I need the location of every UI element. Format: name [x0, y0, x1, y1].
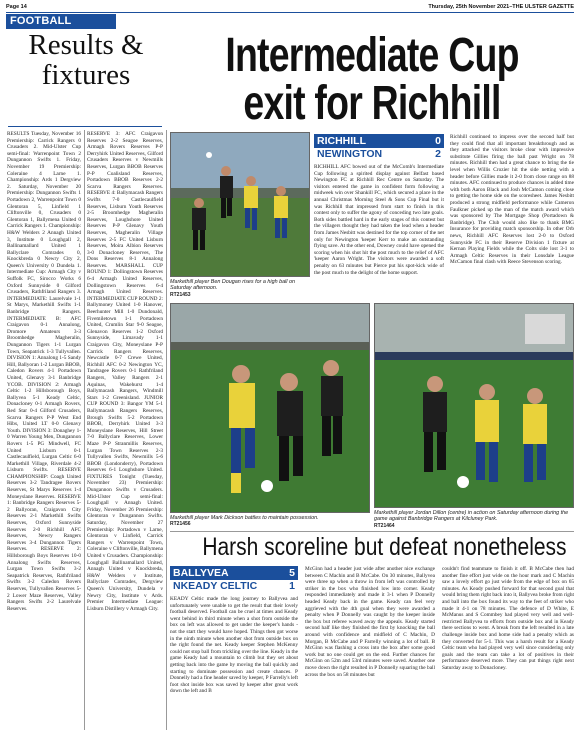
results-rule [8, 126, 162, 127]
photo-caption-3-ref: RT21464 [374, 522, 395, 529]
main-story-column-1: RICHHILL AFC bowed out of the McComb's Intermediate Cup following a spirited display against Belfast based Newington FC at Richhill Rec Centre on Saturday. The visitors entered the game in confident form following a midweek win over Shankill FC, which secured a place in the annual Christmas Morning Steel & Sons Cup Final but it was Richhill that impressed from start to finish in this contest only to suffer the agony of conceding two late goals. Both sides battled hard in the early stages of this contest but the villagers thought they had taken the lead when a header from James Nesbitt was destined for the top corner of the net only for Newington 'keeper Kerr to make an outstanding flying save. At the other end, Downey could have opened the scoring when his shot hit the post much to the relief of AFC 'keeper Aaron Wright. The visitors were awarded a soft penalty on 63 minutes but Pierce put his spot-kick wide of the post much to the delight of the home support. [314, 164, 444, 276]
main-story-column-2: Richhill continued to impress over the second half but they could find that all important breakthrough and as they attacked the visitors broke clear with impressive substitute Gillies firing the ball past Wright on 78 minutes. Richhill then had a great chance to bring the tie level when Willis Crozier hit the side netting with a header before Gillies made it 2-0 from close range on 88 minutes. AFC continued to produce chances in added time with both Aaron Black and Josh McCamon coming close to getting the home side on the scoresheet. James Nesbitt produced a strong midfield performance while Cameron Faulkner picked up the man of the match award which was sponsored by The Mortgage Shop (Portadown & Banbridge). The Club would also like to thank BMG Insurance for providing match sponsorship. In other Orb news, Richhill AFC Reserves lost 2-0 to Oxford Sunnyside FC in their Reserve Division 1 fixture at Kernan Playing Fields while the Colts side lost 3-1 to Armagh Celtic Reserves in their Lonsdale League McCamon final clash with Reece Stevenson scoring. [450, 134, 574, 266]
results-heading-line2: fixtures [41, 59, 131, 91]
photo-caption-3-text: Markethill player Jordan Dillon (centre) in action on Saturday afternoon during the game against Banbridge Rangers at Kilcluney Park. [374, 510, 569, 523]
score-row-home [314, 135, 444, 148]
results-heading-line1: Results & [28, 29, 144, 61]
score-row-home [170, 567, 298, 580]
second-story-column-3: couldn't find teammate to finish it off. B McCabe then had another fine effort just wide on the hour mark and C Machin saw a lovely effort go just wide from the edge of box on 65 minutes. As Keady pushed forward for that second goal that would bring them right back into it, Ballyvea broke from right and ball into the box found its way to the feet of striker who made it 4-1 on 78 minutes. The defence of D White, E McManus and S Commbey had played very well and well-restricted Ballyvea to efforts from outside box and in Keady there sections to went. A break from the left resulted in a late challenge inside box and home side had a penalty which as they converted for 5-1. This was a harsh result for a Keady Celtic team who had played very well since considering only goals and the team can take a lot of positives in their performance deserved more. They can put things right next Saturday away to Donacloney. [442, 566, 574, 671]
main-scorebox [314, 134, 444, 160]
score-team: RICHHILL [317, 135, 366, 147]
top-rule [6, 12, 574, 13]
photo-caption-2-text: Markethill player Mark Dickson battles to maintain possession. [170, 515, 319, 521]
photo-dillon-action [374, 303, 574, 508]
score-team: NEWINGTON [317, 147, 383, 160]
score-value: 1 [289, 579, 295, 592]
photo-header-duel [170, 132, 310, 277]
results-column-2: RESERVE 3: AFC Craigavon Reserves 2-2 Seagoe Reserves, Armagh Rovers Reserves P-P Derryhirk United Reserves, Gilford Crusaders Reserves v Newmills Reserves, Lurgan BBOB Reserves P-P Coalisland Reserves, Portadown BBOB Reserves 2-2 Scarva Rangers Reserves. RESERVE 4: Ballymacash Rangers Swifts 7-0 Castlecaulfield Reserves, Lisburn Youth Reserves 2-5 Broomhedge Magheralin Reserves, Loughshore United Reserves P-P Glenavy Youth Reserves, Magheralin Village Reserves 2-5 FC United Lisburn Reserves, Moira Albion Reserves 3-0 Donacloney Reserves, The Dons Reserves 8-1 Annalong Reserves. MARSHALL CUP ROUND 1: Dollingstown Reserves 6-4 Armagh United Reserves, Dollingstown Reserves 6-4 Armagh United Reserves. INTERMEDIATE CUP ROUND 2: Ballymoney United 1-0 Hanover, Beerhunter Mill 1-0 Dundonald, Fivemiletown 1-1 Portadown United, Crumlin Star 9-0 Seagoe, Glenavon Reserves 1-2 Oxford Sunnyside, Limavady 1-1 Craigavon City, Moneyslane P-P Carrick Rangers Reserves, Newcastle 0-7 Crewe United, Richhill AFC 0-2 Newington YC, Tandragee Rovers 0-1 Rathfriland Rangers, Valley Rangers 2-1 Aquinas, Wakehurst 1-4 Ballymacash Rangers, Windmill Stars 1-2 Greenisland. JUNIOR CUP ROUND 3: Bangor YM 5-1 Ballymacash Rangers Reserves, Brough Swifts 5-2 Portadown BBOB, Derryhirk United 3-3 Moneyslane Reserves, Hill Street 7-0 Ballyclare Reserves, Lower Maze P-P Stranmillis Reserves, Lurgan Town Reserves 2-3 Tullyvallen Swifts, Newmills 5-6 BBOB (Londonderry), Portadown Reserves 6-1 Loughshore United. FIXTURES Tonight (Tuesday, November 23) Premiership: Dungannon Swifts v Crusaders. Mid-Ulster Cup semi-final: Loughgall v Annagh United. Friday, November 26 Premiership: Glentoran v Dungannon Swifts. Saturday, November 27 Premiership: Portadown v Larne, Glentoran v Linfield, Carrick Rangers v Warrenpoint Town, Coleraine v Cliftonville, Ballymena United v Crusaders. Championship: Loughgall Ballinamallard United, Annagh United v Knockbreda, H&W Welders v Institute, Ballyclare Comrades, Dergview Queen's University, Dundela v Newry City, Institute v Ards. Premier Intermediate League: Lisburn Distillery v Armagh City. [87, 131, 163, 612]
score-row-away [314, 148, 444, 161]
photo-caption-2 [170, 515, 370, 528]
page-folio [6, 2, 574, 12]
photo-caption-1 [170, 279, 310, 298]
photo-possession [170, 303, 370, 513]
main-headline-line1: Intermediate Cup [225, 29, 519, 82]
results-column-1: RESULTS Tuesday, November 16 Premiership: Carrick Rangers 0 Crusaders 2. Mid-Ulster Cup semi-final: Warrenpoint Town 2 Dungannon Swifts 1. Friday, November 19 Premiership: Coleraine 4 Larne 1. Championship: Ards 1 Dergview 2. Saturday, November 20 Premiership: Dungannon Swifts 1 Portadown 2, Warrenpoint Town 0 Glentoran 5, Linfield 1 Cliftonville 0, Crusaders 0 Glentoran 1, Ballymena United 0 Carrick Rangers 1. Championship: H&W Welders 2 Annagh United 3, Institute 0 Loughgall 2, Ballinamallard United 1 Ballyclare Comrades 0, Knockbreda 0 Newry City 2, Queen's University 0 Dundela 1. Intermediate Cup: Armagh City v Suffolk FC, Sirocco Works 6 Oxford Sunnyside 0 Gilford Crusaders, Rathfriland Rangers 3. INTERMEDIATE: Laurelvale 1-1 St Marys, Markethill Swifts 1-1 Banbridge Rangers. INTERMEDIATE B: AFC Craigavon 0-1 Annalong, Dromore Amateurs 3-3 Broomhedge Magheralin, Dungannon Tigers 1-1 Lurgan Town, Seapatrick 1-3 Tullyvallen. DIVISION 1: Annalong 1-5 Sandy Hill, Ballyoran 1-2 Lurgan BBOB, Caledon Rovers 4-1 Portadown United, Glenavy 3-1 Banbridge YCOB. DIVISION 2: Armagh Celtic 1-2 Hillsborough Boys, Ballyvea 5-1 Keady Celtic, Donacloney 0-1 Armagh Rovers, Red Star 0-4 Gilford Crusaders, Scarva Rangers P-P West End Hibs, United LT 0-0 Glenavy Youth. DIVISION 3: Donaghey 1-0 Warren Young Men, Dungannon Rovers 1-5 PG Mindwell, FC United Lisburn 0-1 Castlecaulfield, Lurgan Celtic 6-0 Markethill Village, Riverdale 4-2 Lisburn Swifts. RESERVE CHAMPIONSHIP: Coagh United Reserves 3-2 Tandragee Rovers Reserves, St Marys Reserves 1-4 Moneyslane Reserves. RESERVE 1: Banbridge Rangers Reserves 5-2 Ballyoran, Craigavon City Reserves 2-1 Markethill Swifts Reserves, Oxford Sunnyside Reserves 2-0 Richhill AFC Reserves, Newry Rangers Reserves 3-4 Dungannon Tigers Reserves. RESERVE 2: Hillsborough Boys Reserves 10-0 Annalong Swifts Reserves, Lurgan Town Swifts 3-2 Seapatrick Reserves, Rathfriland Swifts 3-2 Caledon Rovers Reserves, Tullyvallen Reserves 5-2 Lower Maze Reserves, Valley Rangers Swifts 2-2 Laurelvale Reserves. [7, 131, 81, 612]
score-value: 2 [435, 147, 441, 160]
column-divider [84, 130, 85, 730]
photo-header-duel-image [171, 133, 310, 277]
score-row-away [170, 580, 298, 593]
main-headline [214, 29, 529, 130]
second-story-column-2: McGinn had a header just wide after another nice exchange between C Machin and B McCabe. On 30 minutes, Ballyvea were three up when a throw in from left was controlled by striker in the box who finished low into corner. Keady responded immediately and made it 3-1 when P Donnelly headed Keady back in the game. Keady can feel very aggrieved with the 4th goal when they were awarded a penalty when P Donnelly was caught by the keeper inside the box but referee waved away the appeals. Keady started second half like they finished the first by knocking the ball around with confidence and midfield of C Machin, D Morgan, B McCabe and P Farrelly winning a lot of ball. B McGinn was flashing a cross into the box after some good work but no one could get on the end. Further chances for McGinn on 52m and 53rd minutes were saved. Another one move down the right resulted in P Donnelly squaring the ball across the box on 58 minutes but [305, 566, 435, 678]
score-value: 0 [435, 135, 441, 147]
photo-caption-3 [374, 510, 574, 529]
section-label: FOOTBALL [6, 14, 116, 29]
photo-caption-1-ref: RT21453 [170, 291, 191, 298]
photo-caption-1-text: Markethill player Ben Dougan rises for a high ball on Saturday afternoon. [170, 279, 295, 292]
score-team: BALLYVEA [173, 567, 229, 579]
photo-caption-2-ref: RT21456 [170, 521, 191, 528]
page-number: Page 14 [6, 4, 27, 10]
column-divider [166, 130, 167, 730]
second-headline: Harsh scoreline but defeat nonetheless [202, 533, 567, 561]
score-team: NKEADY CELTIC [173, 579, 258, 592]
story2-rule [170, 531, 574, 532]
score-value: 5 [289, 567, 295, 579]
photo-possession-image [171, 304, 370, 513]
photo-dillon-action-image [375, 304, 574, 508]
second-story-column-1: KEADY Celtic made the long journey to Ballyvea and unfortunately were unable to get the result that their lovely football deserved. Football can be cruel at times and Keady went behind in third minute when a shot from outside the box on left was allowed to get under the keeper's hands - not the start they would have hoped. Things then got worse in the ninth minute when another shot from outside box on the right found the net. Keady keeper Stephen McKenny could not stop ball from trickling over the line. Keady in the game Keady had a mountain to climb but they set about getting back into the game by moving the ball quickly and starting to dominate possession and create chances. P Donnelly had a fine header saved by keeper, P Farrelly's left foot shot inside box was saved by keeper after great work down the left and B [170, 596, 298, 695]
results-heading [6, 30, 166, 90]
main-headline-line2: exit for Richhill [243, 77, 501, 130]
second-scorebox [170, 566, 298, 592]
page-dateline: Thursday, 25th November 2021–THE ULSTER GAZETTE [428, 4, 574, 10]
